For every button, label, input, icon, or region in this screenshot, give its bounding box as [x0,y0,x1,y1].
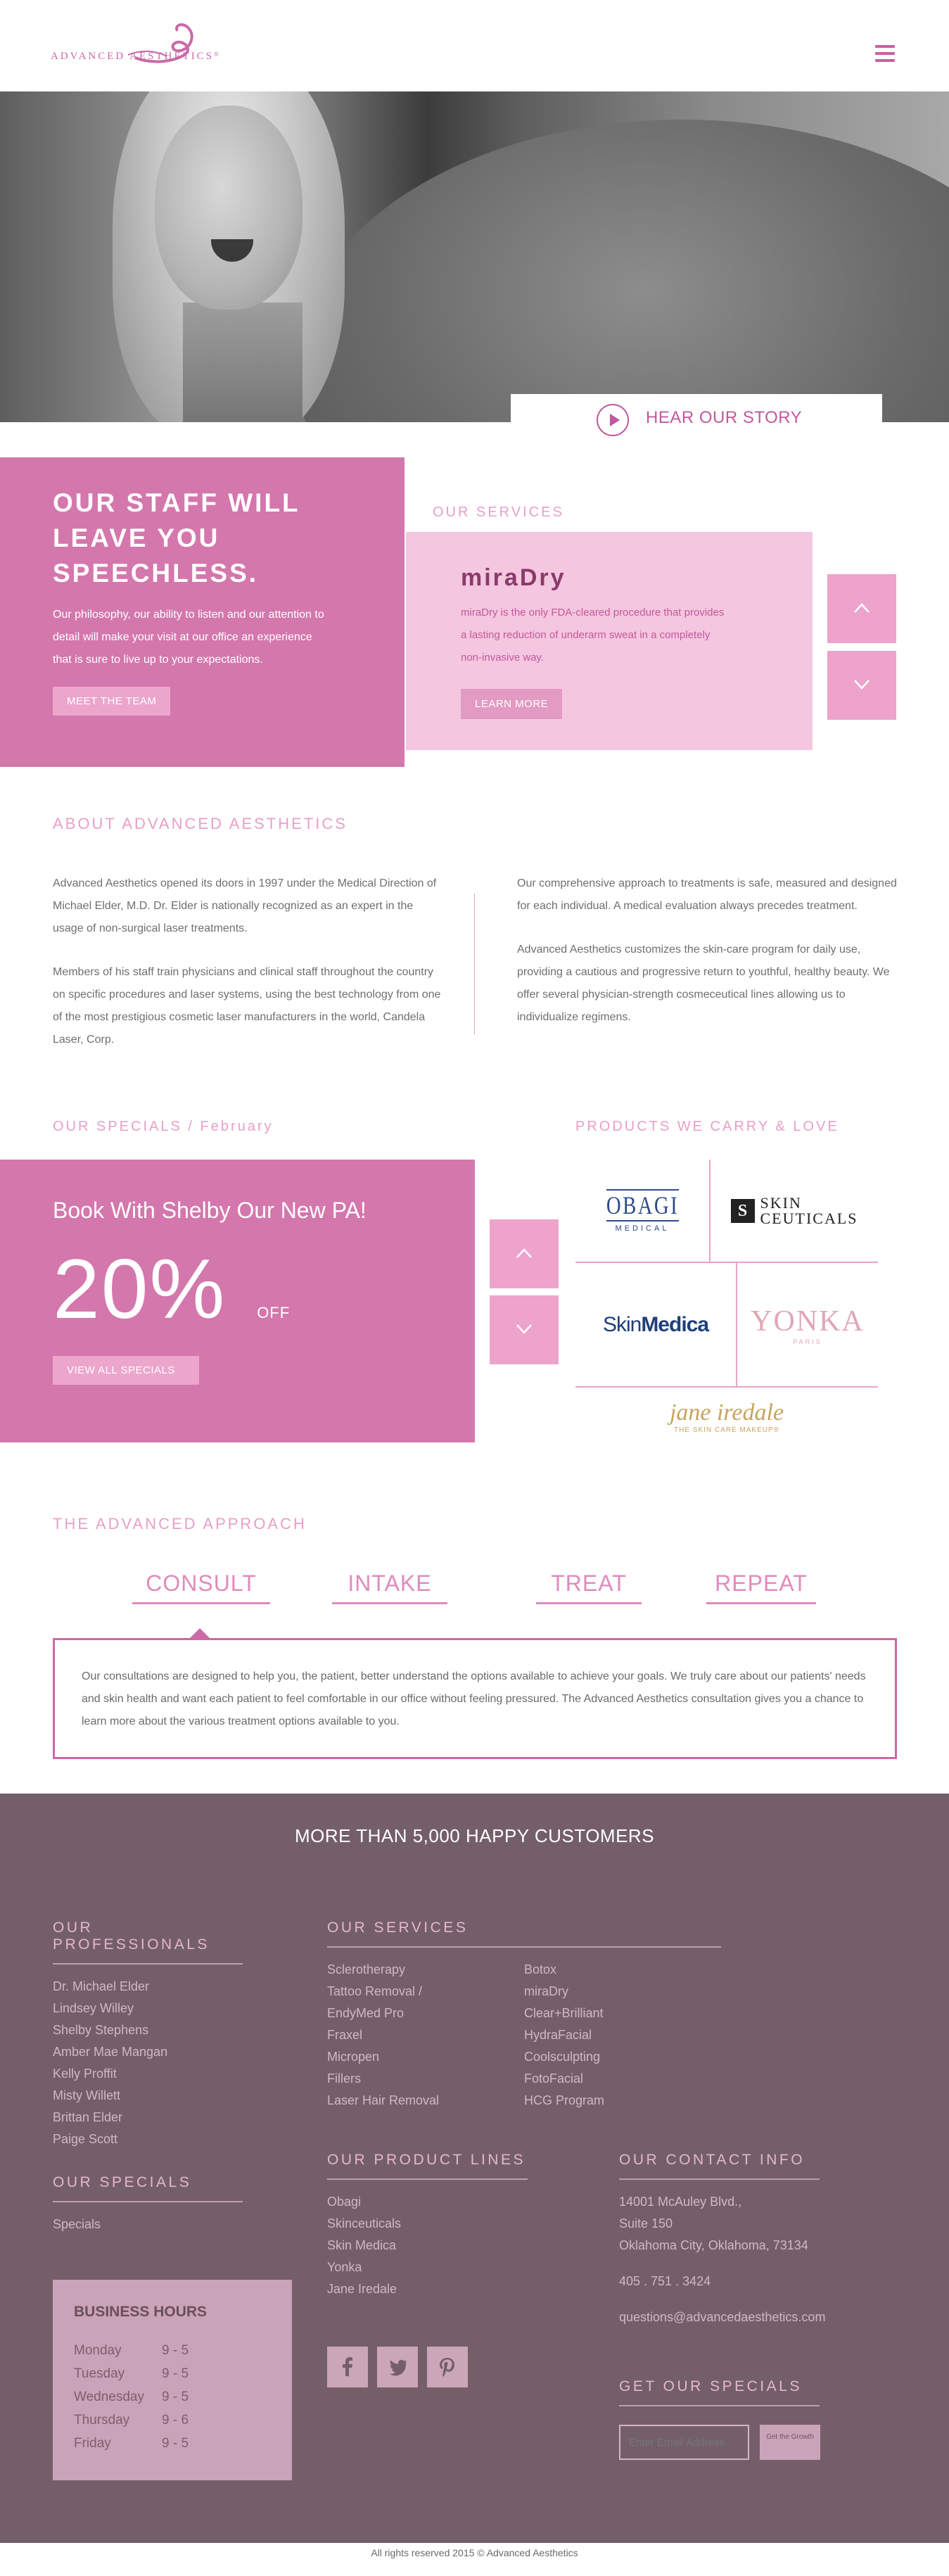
specials-next-button[interactable] [490,1295,559,1364]
service-link[interactable]: Fillers [327,2071,361,2086]
column-divider [474,894,475,1034]
jane-iredale-logo[interactable]: jane iredale THE SKIN CARE MAKEUP® [669,1399,784,1434]
twitter-icon [387,2356,408,2378]
service-link[interactable]: Coolsculpting [524,2050,601,2064]
service-link[interactable]: Botox [524,1962,557,1977]
chevron-up-icon [516,1248,533,1259]
chevron-up-icon [853,602,870,614]
service-link[interactable]: Clear+Brilliant [524,2006,604,2020]
newsletter-email-input[interactable] [619,2425,749,2460]
approach-section-title: THE ADVANCED APPROACH [53,1515,307,1533]
service-name: miraDry [461,564,566,591]
contact-heading: OUR CONTACT INFO [619,2152,820,2180]
service-link[interactable]: Tattoo Removal / [327,1984,423,1998]
skinmedica-logo[interactable]: Skin Medica [602,1312,709,1336]
get-specials-block [619,2378,820,2406]
footer-services-heading: OUR SERVICES [327,1920,721,1948]
footer-specials-block [53,2174,243,2235]
service-link[interactable]: HydraFacial [524,2028,592,2042]
product-line-link[interactable]: Skin Medica [327,2238,397,2252]
footer-specials-heading: OUR SPECIALS [53,2174,243,2202]
business-hours-box [53,2280,292,2480]
about-right-column [517,873,897,1050]
active-tab-caret [190,1628,210,1638]
play-icon [597,404,629,436]
pinterest-button[interactable] [427,2347,468,2387]
special-off-label: OFF [257,1304,291,1321]
products-section-title: PRODUCTS WE CARRY & LOVE [575,1119,839,1134]
obagi-logo[interactable]: OBAGI MEDICAL [575,1160,709,1262]
staff-heading: OUR STAFF WILL LEAVE YOU SPEECHLESS. [53,488,300,588]
professional-link[interactable]: Kelly Proffit [53,2067,117,2081]
yonka-logo[interactable]: YONKA PARIS [751,1305,865,1345]
hours-row: Friday 9 - 5 [74,2436,189,2451]
about-section-title: ABOUT ADVANCED AESTHETICS [53,815,348,832]
email-link[interactable]: questions@advancedaesthetics.com [619,2310,826,2324]
hear-our-story-label: HEAR OUR STORY [646,408,803,427]
tab-repeat[interactable]: REPEAT [706,1571,816,1604]
about-left-column [53,873,447,1072]
professional-link[interactable]: Amber Mae Mangan [53,2045,168,2059]
about-paragraph: Advanced Aesthetics opened its doors in 1997 under the Medical Direction of Michael Elder, M.D. Dr. Elder is nationally recognized as an expert in the usage of non-surgical laser treatments. [53,877,437,934]
approach-description: Our consultations are designed to help you, the patient, better understand the options available to achieve your goals. We truly care about our patients' needs and skin health and want each patient to feel comfortable in our office without feeling pressured. The Advanced Aesthetics consultation gives you a chance to learn more about the various treatment options available to you. [53,1638,897,1759]
about-paragraph: Our comprehensive approach to treatments is safe, measured and designed for each individual. A medical evaluation always precedes treatment. [517,877,897,912]
service-link[interactable]: miraDry [524,1984,568,1998]
professionals-heading: OUR PROFESSIONALS [53,1920,243,1965]
specials-link[interactable]: Specials [53,2217,101,2231]
about-paragraph: Members of his staff train physicians and clinical staff throughout the country on specific procedures and laser systems, using the best technology from one of the most prestigious cosmetic laser manufacturers in the world, Candela Laser, Corp. [53,966,441,1046]
hero-image [0,91,949,422]
twitter-button[interactable] [377,2347,418,2387]
professional-link[interactable]: Lindsey Willey [53,2001,134,2015]
special-heading: Book With Shelby Our New PA! [53,1198,367,1223]
special-percent: 20% [53,1242,227,1336]
services-next-button[interactable] [827,651,896,720]
professional-link[interactable]: Paige Scott [53,2132,118,2146]
product-lines-heading: OUR PRODUCT LINES [327,2152,528,2180]
professionals-block [53,1920,243,2150]
address: 14001 McAuley Blvd., Suite 150 Oklahoma City, Oklahoma, 73134 [619,2195,808,2252]
hours-row: Monday 9 - 5 [74,2343,189,2358]
logo-text: ADVANCED AESTHETICS® [51,51,221,62]
swan-logo-icon [128,21,212,70]
service-link[interactable]: Fraxel [327,2028,363,2042]
specials-section-title: OUR SPECIALS / February [53,1119,274,1134]
specials-prev-button[interactable] [490,1219,559,1288]
learn-more-button[interactable]: LEARN MORE [461,689,562,719]
professional-link[interactable]: Misty Willett [53,2088,120,2102]
copyright: All rights reserved 2015 © Advanced Aesthetics [371,2547,578,2558]
product-logo-grid [575,1160,878,1434]
pinterest-icon [437,2356,458,2378]
get-specials-heading: GET OUR SPECIALS [619,2378,820,2406]
hours-row: Thursday 9 - 6 [74,2413,189,2428]
services-section-title: OUR SERVICES [433,505,564,520]
tab-intake[interactable]: INTAKE [332,1571,447,1604]
professional-link[interactable]: Dr. Michael Elder [53,1979,150,1993]
product-lines-block [327,2152,528,2300]
tab-consult[interactable]: CONSULT [132,1571,270,1604]
service-link[interactable]: Laser Hair Removal [327,2093,440,2107]
chevron-down-icon [853,679,870,690]
services-list-col2 [524,1959,604,2112]
tab-treat[interactable]: TREAT [536,1571,642,1604]
staff-text: Our philosophy, our ability to listen and our attention to detail will make your visit at our office an experience that is sure to live up to your expectations. [53,609,324,666]
hours-row: Tuesday 9 - 5 [74,2366,189,2381]
hamburger-menu-button[interactable] [875,45,896,63]
footer-services-block [327,1920,721,2112]
view-all-specials-button[interactable]: VIEW ALL SPECIALS [53,1356,199,1385]
phone-link[interactable]: 405 . 751 . 3424 [619,2274,711,2288]
meet-the-team-button[interactable]: MEET THE TEAM [53,687,170,716]
skinceuticals-logo[interactable]: S SKIN CEUTICALS [711,1160,878,1262]
service-link[interactable]: EndyMed Pro [327,2006,405,2020]
service-description: miraDry is the only FDA-cleared procedure that provides a lasting reduction of underarm sweat in a completely non-invasive way. [461,607,725,664]
product-line-link[interactable]: Skinceuticals [327,2216,402,2231]
newsletter-submit-button[interactable]: Get the Growth [760,2425,820,2460]
services-prev-button[interactable] [827,574,896,643]
professional-link[interactable]: Brittan Elder [53,2110,123,2124]
special-card [0,1160,475,1442]
hours-row: Wednesday 9 - 5 [74,2390,189,2404]
staff-panel [0,457,405,767]
service-card [406,532,813,750]
contact-block [619,2152,826,2328]
facebook-icon [337,2356,358,2378]
happy-customers-text: MORE THAN 5,000 HAPPY CUSTOMERS [294,1825,655,1846]
product-line-link[interactable]: Yonka [327,2260,362,2274]
about-paragraph: Advanced Aesthetics customizes the skin-care program for daily use, providing a cautious and progressive return to youthful, healthy beauty. We offer several physician-strength cosmeceutical lines allowing us to individualize regimens. [517,944,890,1023]
site-logo[interactable] [51,21,255,72]
hamburger-icon [875,45,895,48]
business-hours-heading: BUSINESS HOURS [74,2304,208,2320]
product-line-link[interactable]: Jane Iredale [327,2282,397,2296]
service-link[interactable]: Sclerotherapy [327,1962,406,1977]
facebook-button[interactable] [327,2347,368,2387]
chevron-down-icon [516,1324,533,1335]
professionals-list [53,1976,243,2150]
service-link[interactable]: FotoFacial [524,2071,584,2086]
product-line-link[interactable]: Obagi [327,2195,362,2209]
service-link[interactable]: HCG Program [524,2093,605,2107]
professional-link[interactable]: Shelby Stephens [53,2023,149,2037]
services-list-col1 [327,1959,524,2112]
hear-our-story-button[interactable] [511,394,882,443]
service-link[interactable]: Micropen [327,2050,380,2064]
